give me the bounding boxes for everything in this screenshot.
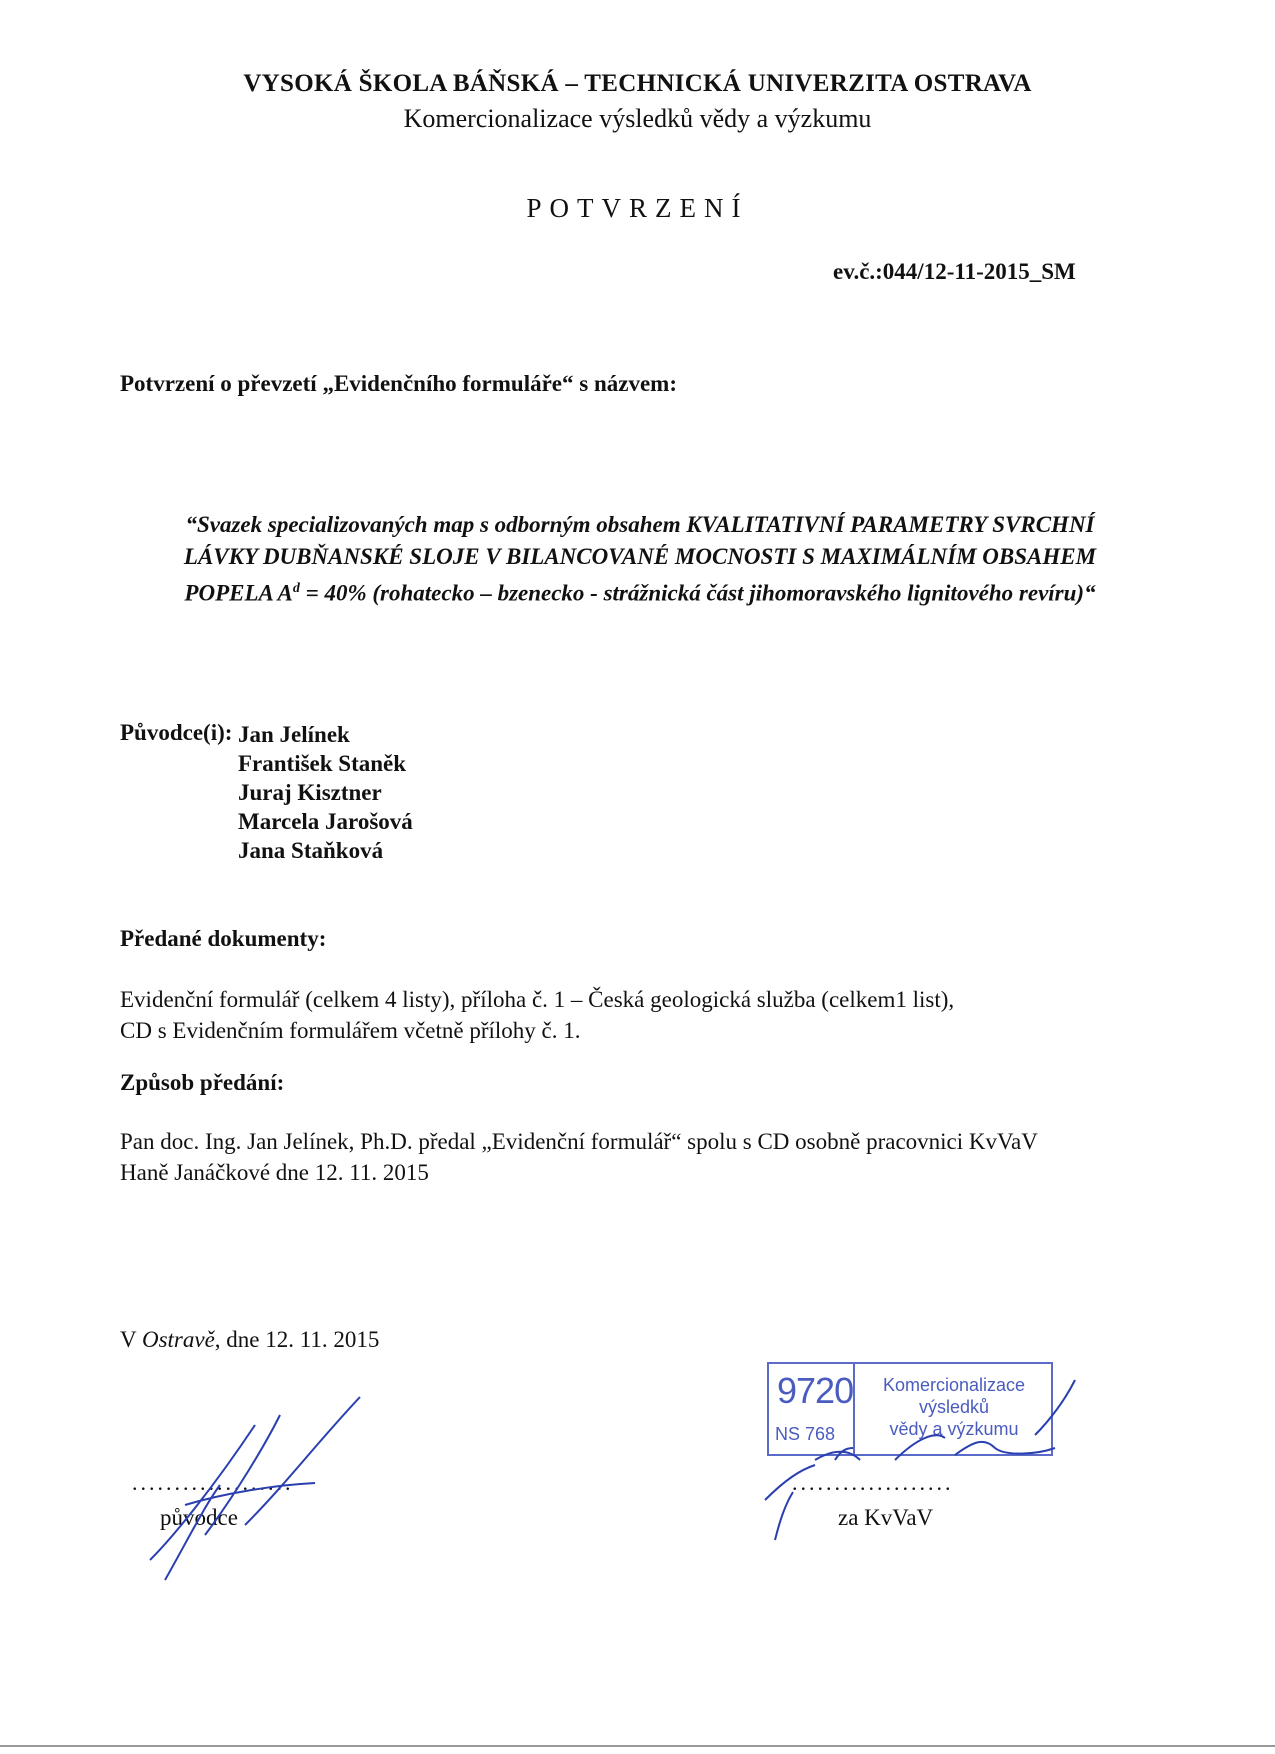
author-name: Juraj Kisztner xyxy=(238,780,382,805)
author-name: Jana Staňková xyxy=(238,838,384,863)
originator-label: původce xyxy=(160,1505,238,1530)
stamp-code: NS 768 xyxy=(775,1424,836,1444)
handover-line-2: Haně Janáčkové dne 12. 11. 2015 xyxy=(120,1160,429,1185)
handover-line-1: Pan doc. Ing. Jan Jelínek, Ph.D. předal „Evidenční formulář“ spolu s CD osobně pracovnici KvVaV xyxy=(120,1129,1038,1154)
work-title-line-1: “Svazek specializovaných map s odborným obsahem KVALITATIVNÍ PARAMETRY SVRCHNÍ xyxy=(185,512,1095,537)
author-name: František Staněk xyxy=(238,751,407,776)
author-name: Marcela Jarošová xyxy=(238,809,413,834)
stamp-line-3: vědy a výzkumu xyxy=(889,1419,1019,1439)
scan-bottom-rule xyxy=(0,1745,1275,1747)
kvvav-signature-line: ................... xyxy=(792,1470,954,1495)
stamp-line-2: výsledků xyxy=(918,1397,990,1417)
document-title: POTVRZENÍ xyxy=(526,193,749,223)
handover-text xyxy=(120,1126,1170,1188)
intro-text: Potvrzení o převzetí „Evidenčního formuláře“ s názvem: xyxy=(120,371,677,396)
author-name: Jan Jelínek xyxy=(238,722,350,747)
evidence-number: ev.č.:044/12-11-2015_SM xyxy=(833,259,1076,284)
documents-line-2: CD s Evidenčním formulářem včetně přílohy č. 1. xyxy=(120,1018,581,1043)
stamp-line-1: Komercionalizace xyxy=(882,1375,1026,1395)
handover-heading: Způsob předání: xyxy=(120,1070,285,1095)
department-name: Komercionalizace výsledků vědy a výzkumu xyxy=(403,104,872,133)
work-title-line-2: LÁVKY DUBŇANSKÉ SLOJE V BILANCOVANÉ MOCNOSTI S MAXIMÁLNÍM OBSAHEM xyxy=(183,544,1097,569)
work-title-superscript: d xyxy=(292,581,300,596)
authors-label: Původce(i): xyxy=(120,720,233,745)
place-date xyxy=(120,1327,379,1353)
originator-signature-line: ................... xyxy=(132,1470,294,1495)
place-date-suffix: , dne 12. 11. 2015 xyxy=(214,1327,380,1352)
institution-name: VYSOKÁ ŠKOLA BÁŇSKÁ – TECHNICKÁ UNIVERZITA OSTRAVA xyxy=(243,70,1032,97)
documents-line-1: Evidenční formulář (celkem 4 listy), příloha č. 1 – Česká geologická služba (celkem1 list), xyxy=(120,987,955,1012)
kvvav-label: za KvVaV xyxy=(838,1505,934,1530)
author-list xyxy=(238,720,413,865)
place-name: Ostravě xyxy=(141,1327,215,1352)
work-title xyxy=(110,509,1170,610)
documents-text xyxy=(120,984,1170,1046)
stamp-number: 9720 xyxy=(777,1370,854,1411)
kvvav-signature xyxy=(745,1330,1105,1560)
documents-heading: Předané dokumenty: xyxy=(120,926,327,951)
originator-signature xyxy=(145,1385,385,1585)
work-title-line-3-pre: POPELA A xyxy=(184,580,293,606)
work-title-line-3 xyxy=(110,573,1170,610)
place-date-prefix: V xyxy=(120,1327,142,1352)
work-title-line-3-post: = 40% (rohatecko – bzenecko - strážnická část jihomoravského lignitového revíru)“ xyxy=(299,580,1096,606)
